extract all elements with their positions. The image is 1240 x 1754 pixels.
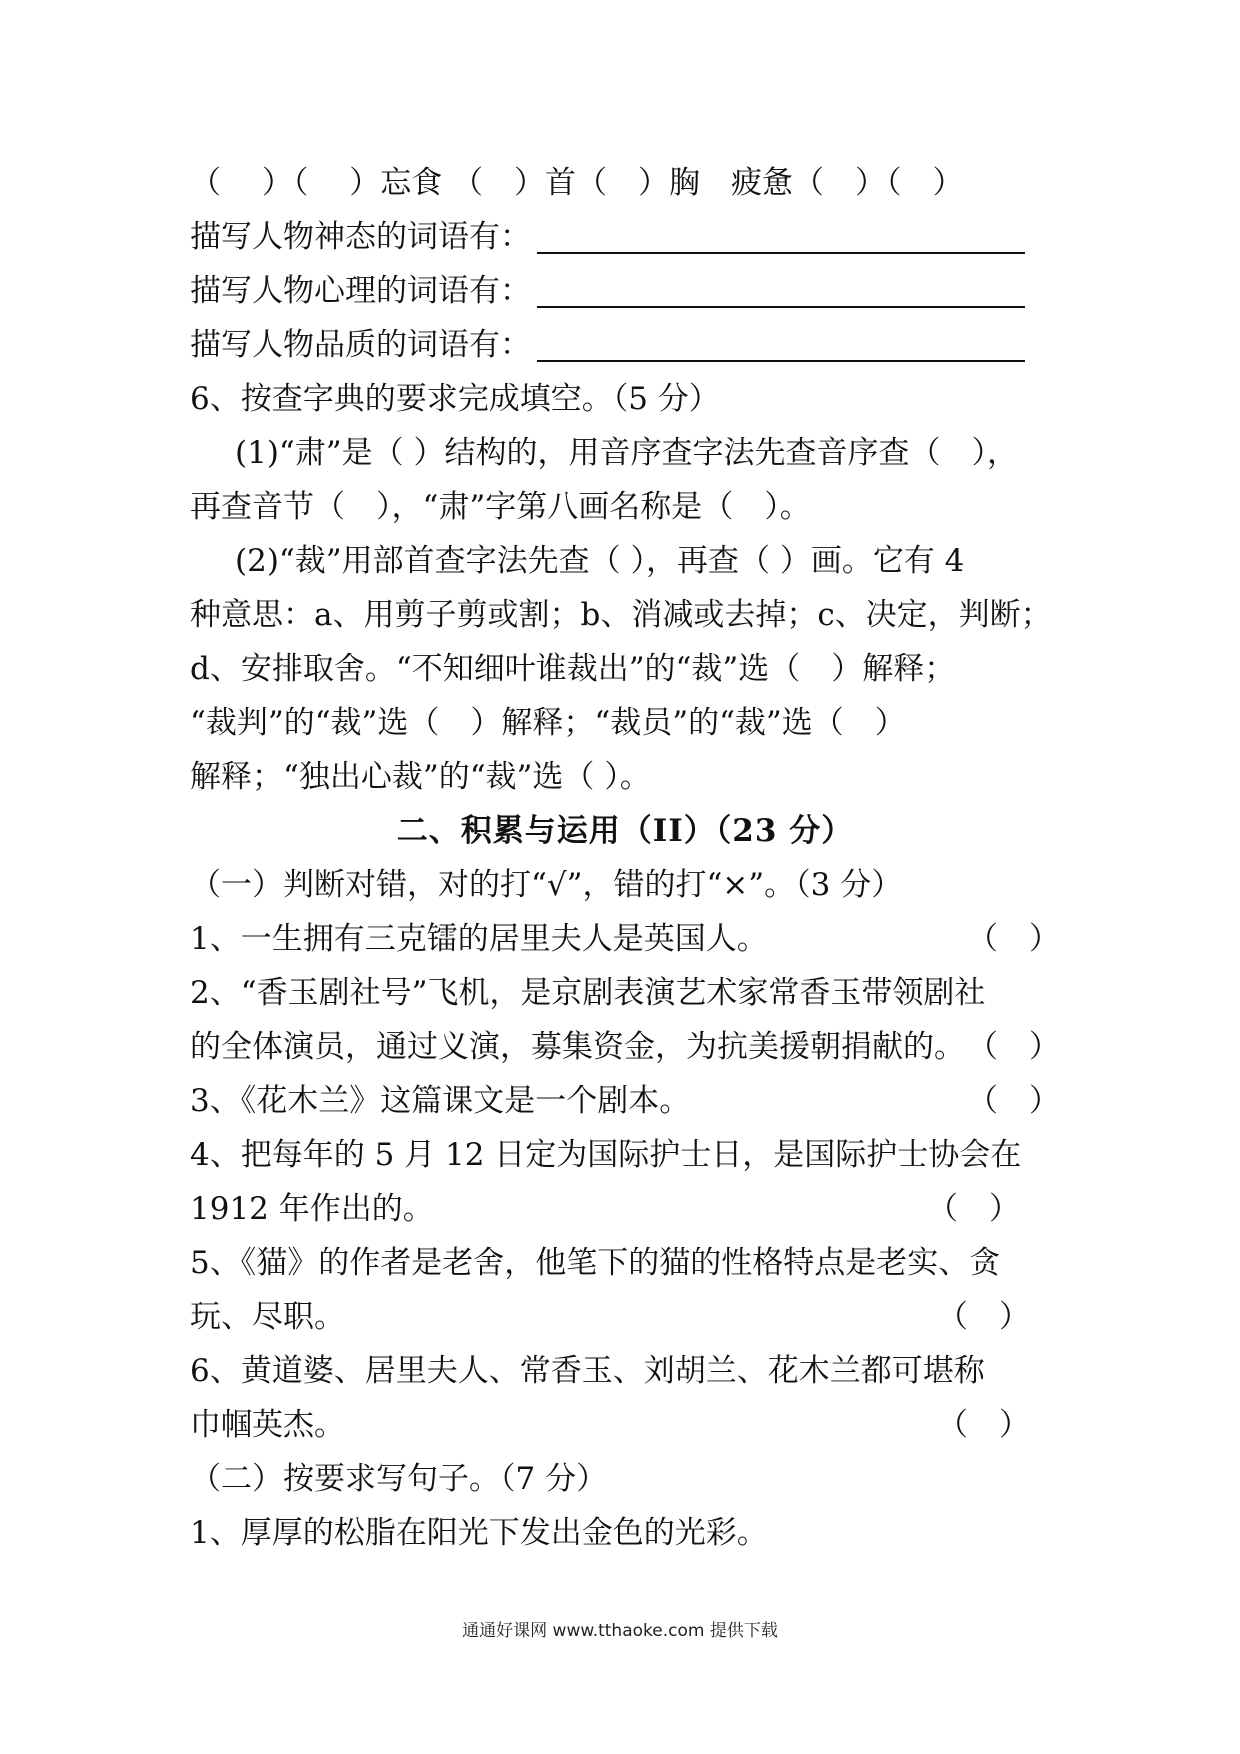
dictionary-q2-line1: (2)“裁”用部首查字法先查（ ），再查（ ）画。它有 4 (235, 543, 965, 579)
judge-item-text: 2、“香玉剧社号”飞机，是京剧表演艺术家常香玉带领剧社 (190, 975, 986, 1011)
judge-item (190, 1074, 1060, 1128)
dictionary-q2-line3: d、安排取舍。“不知细叶谁裁出”的“裁”选（ ）解释； (190, 651, 956, 687)
part2-heading: 二、积累与运用（II）（23 分） (396, 813, 854, 849)
judge-section-title: （一）判断对错，对的打“√”，错的打“×”。（3 分） (190, 867, 903, 903)
judge-answer-paren[interactable]: （ ） (927, 1191, 1020, 1227)
worksheet-content (190, 156, 1060, 1560)
judge-item-text: 6、黄道婆、居里夫人、常香玉、刘胡兰、花木兰都可堪称 (190, 1353, 985, 1389)
judge-item (190, 912, 1060, 966)
expression-words-row (190, 210, 1060, 264)
judge-item-text: 巾帼英杰。 (190, 1407, 345, 1443)
judge-answer-paren[interactable]: （ ） (937, 1407, 1030, 1443)
judge-item (190, 1182, 1060, 1236)
judge-item-text: 1、一生拥有三克镭的居里夫人是英国人。 (190, 921, 768, 957)
judge-answer-paren[interactable]: （ ） (967, 1029, 1060, 1065)
judge-item (190, 1020, 1060, 1074)
dictionary-q1-line1: (1)“肃”是（ ）结构的，用音序查字法先查音序查（ ）， (235, 435, 1018, 471)
quality-words-row (190, 318, 1060, 372)
idiom-blanks-line: （ ）（ ）忘食 （ ）首（ ）胸 疲惫（ ）（ ） (190, 165, 964, 201)
judge-answer-paren[interactable]: （ ） (967, 921, 1060, 957)
dictionary-question-title: 6、按查字典的要求完成填空。（5 分） (190, 381, 720, 417)
mind-words-label: 描写人物心理的词语有： (190, 273, 531, 309)
sentence-section-title: （二）按要求写句子。（7 分） (190, 1461, 608, 1497)
judge-item-text: 的全体演员，通过义演，募集资金，为抗美援朝捐献的。 (190, 1029, 965, 1065)
judge-item-text: 4、把每年的 5 月 12 日定为国际护士日，是国际护士协会在 (190, 1137, 1022, 1173)
judge-item (190, 1290, 1060, 1344)
judge-item (190, 1344, 1060, 1398)
dictionary-q2-line4: “裁判”的“裁”选（ ）解释；“裁员”的“裁”选（ ） (190, 705, 906, 741)
judge-item-text: 3、《花木兰》这篇课文是一个剧本。 (190, 1083, 691, 1119)
dictionary-q1-line2: 再查音节（ ），“肃”字第八画名称是（ ）。 (190, 489, 811, 525)
sentence-item-1: 1、厚厚的松脂在阳光下发出金色的光彩。 (190, 1515, 768, 1551)
download-footer: 通通好课网 www.tthaoke.com 提供下载 (462, 1621, 778, 1641)
quality-words-answer-line[interactable] (537, 324, 1025, 362)
judge-item-text: 5、《猫》的作者是老舍，他笔下的猫的性格特点是老实、贪 (190, 1245, 1001, 1281)
judge-item-text: 1912 年作出的。 (190, 1191, 434, 1227)
expression-words-answer-line[interactable] (537, 216, 1025, 254)
judge-item-text: 玩、尽职。 (190, 1299, 345, 1335)
judge-answer-paren[interactable]: （ ） (937, 1299, 1030, 1335)
judge-item (190, 1128, 1060, 1182)
judge-item (190, 1398, 1060, 1452)
quality-words-label: 描写人物品质的词语有： (190, 327, 531, 363)
dictionary-q2-line5: 解释；“独出心裁”的“裁”选（ ）。 (190, 759, 651, 795)
mind-words-answer-line[interactable] (537, 270, 1025, 308)
dictionary-q2-line2: 种意思：a、用剪子剪或割；b、消减或去掉；c、决定，判断； (190, 597, 1052, 633)
mind-words-row (190, 264, 1060, 318)
judge-item (190, 966, 1060, 1020)
expression-words-label: 描写人物神态的词语有： (190, 219, 531, 255)
judge-answer-paren[interactable]: （ ） (967, 1083, 1060, 1119)
judge-item (190, 1236, 1060, 1290)
